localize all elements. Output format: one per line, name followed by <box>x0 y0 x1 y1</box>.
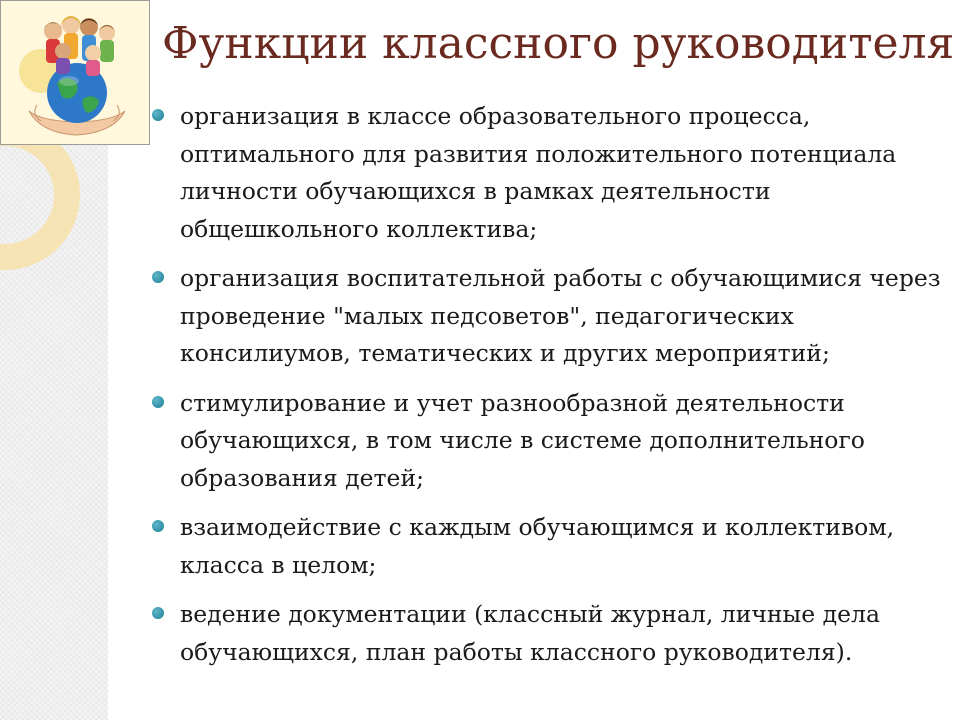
list-item-text: взаимодействие с каждым обучающимся и коллективом, класса в целом; <box>180 513 895 579</box>
bullet-dot-icon <box>152 271 164 283</box>
bullet-dot-icon <box>152 520 164 532</box>
list-item <box>152 385 942 498</box>
list-item-text: организация воспитательной работы с обучающимися через проведение "малых педсоветов", педагогических консилиумов, тематических и других мероприятий; <box>180 264 941 367</box>
functions-list <box>152 98 942 683</box>
list-item-text: ведение документации (классный журнал, личные дела обучающихся, план работы классного руководителя). <box>180 600 880 666</box>
list-item <box>152 98 942 248</box>
children-on-globe-in-hands-icon <box>0 0 150 145</box>
list-item <box>152 596 942 671</box>
bullet-dot-icon <box>152 607 164 619</box>
list-item <box>152 509 942 584</box>
slide-title: Функции классного руководителя <box>162 18 955 69</box>
bullet-dot-icon <box>152 109 164 121</box>
list-item-text: организация в классе образовательного процесса, оптимального для развития положительного потенциала личности обучающихся в рамках деятельности общешкольного коллектива; <box>180 102 897 243</box>
bullet-dot-icon <box>152 396 164 408</box>
list-item-text: стимулирование и учет разнообразной деятельности обучающихся, в том числе в системе дополнительного образования детей; <box>180 388 865 492</box>
list-item <box>152 260 942 373</box>
